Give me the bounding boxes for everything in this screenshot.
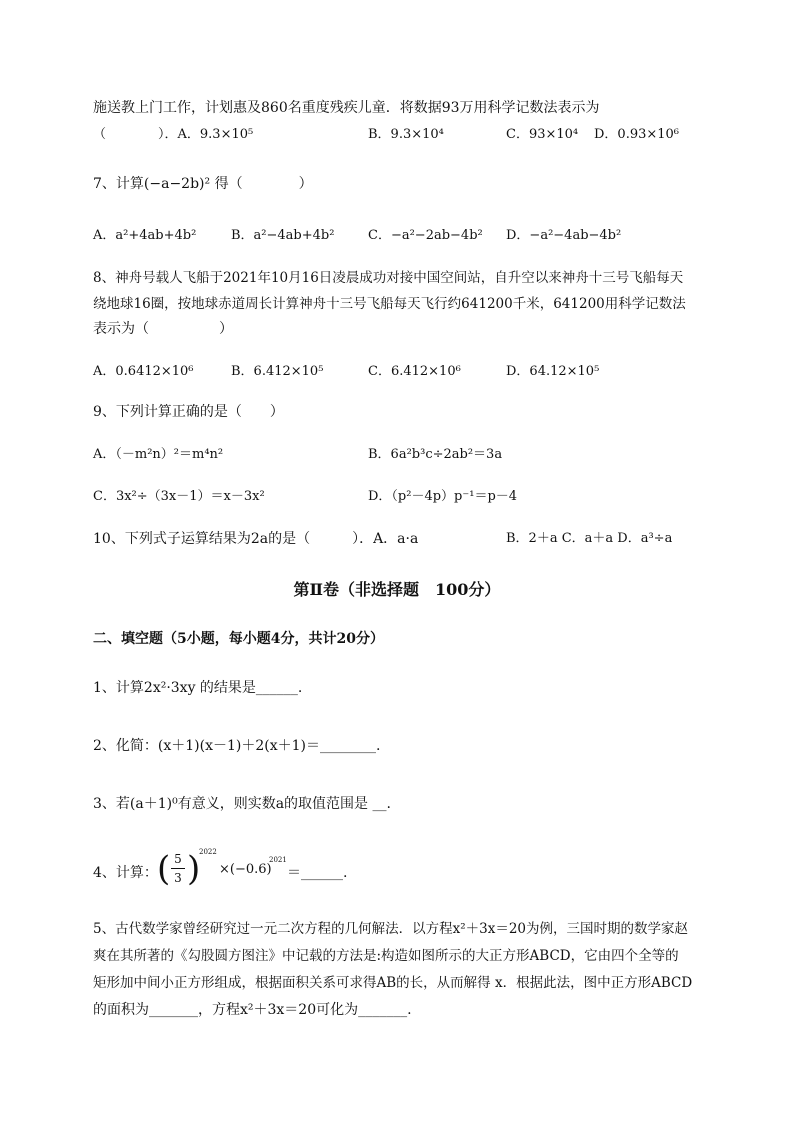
q6-option-d: D．0.93×10⁶: [594, 127, 680, 142]
q9-option-d: D．（p²－4p）p⁻¹＝p－4: [368, 489, 518, 504]
fill-question-1: 1、计算2x²·3xy 的结果是______.: [93, 680, 303, 696]
q8-line1: 8、神舟号载人飞船于2021年10月16日凌晨成功对接中国空间站，自升空以来神舟十三号飞船每天: [93, 270, 684, 286]
fill-q4-prefix: 4、计算：: [93, 865, 158, 881]
fill-question-5-line2: 爽在其所著的《勾股圆方图注》中记载的方法是:构造如图所示的大正方形ABCD，它由四个全等的: [93, 948, 679, 964]
q6-stem-tail-option-a: （ ）．A．9.3×10⁵: [93, 127, 254, 142]
q8-option-c: C．6.412×10⁶: [368, 364, 461, 379]
fill-q4-left-paren: (: [157, 849, 171, 889]
q7-option-d: D．−a²−4ab−4b²: [506, 228, 622, 243]
fill-q4-middle: ×(−0.6): [219, 862, 272, 877]
fill-q4-right-paren: ): [187, 849, 201, 889]
q9-option-b: B．6a²b³c÷2ab²＝3a: [368, 447, 503, 462]
q8-option-b: B．6.412×10⁵: [231, 364, 324, 379]
q6-option-b: B．9.3×10⁴: [368, 127, 444, 142]
q7-option-a: A．a²+4ab+4b²: [93, 228, 197, 243]
q9-option-a: A．（－m²n）²＝m⁴n²: [93, 447, 224, 462]
fill-q4-fraction: [171, 851, 185, 886]
q9-option-c: C．3x²÷（3x－1）＝x－3x²: [93, 489, 265, 504]
fill-q4-exponent-1: 2022: [199, 848, 217, 856]
part2-title: 第Ⅱ卷（非选择题 100分）: [293, 580, 501, 599]
q6-line1: 施送教上门工作，计划惠及860名重度残疾儿童．将数据93万用科学记数法表示为: [93, 100, 600, 116]
fill-q4-numerator: 5: [174, 852, 182, 866]
fill-question-5-line3: 矩形加中间小正方形组成，根据面积关系可求得AB的长，从而解得 x．根据此法，图中正方形ABCD: [93, 975, 693, 991]
fraction-bar: [171, 868, 185, 869]
q8-option-d: D．64.12×10⁵: [506, 364, 600, 379]
q7-stem: 7、计算(−a−2b)² 得（ ）: [93, 176, 313, 192]
fill-q4-exponent-2: 2021: [269, 856, 287, 864]
fill-question-5-line1: 5、古代数学家曾经研究过一元二次方程的几何解法．以方程x²＋3x＝20为例，三国时期的数学家赵: [93, 921, 688, 937]
q7-option-b: B．a²−4ab+4b²: [231, 228, 335, 243]
q8-line3: 表示为（ ）: [93, 321, 233, 337]
q8-option-a: A．0.6412×10⁶: [93, 364, 194, 379]
fill-question-2: 2、化简：(x＋1)(x－1)＋2(x＋1)＝________.: [93, 738, 381, 754]
fill-q4-suffix: ＝______.: [287, 865, 348, 881]
q9-stem: 9、下列计算正确的是（ ）: [93, 404, 284, 420]
fill-q4-denominator: 3: [174, 871, 182, 885]
section-fill-in-blank-heading: 二、填空题（5小题，每小题4分，共计20分）: [93, 631, 384, 647]
q7-option-c: C．−a²−2ab−4b²: [368, 228, 483, 243]
q8-line2: 绕地球16圈，按地球赤道周长计算神舟十三号飞船每天飞行约641200千米，641200用科学记数法: [93, 296, 686, 312]
q10-stem: 10、下列式子运算结果为2a的是（ ）．A．a·a: [93, 531, 419, 547]
q10-options-bcd: B．2＋a C．a＋a D．a³÷a: [506, 531, 673, 546]
fill-question-3: 3、若(a＋1)⁰有意义，则实数a的取值范围是 __.: [93, 796, 391, 812]
fill-question-5-line4: 的面积为_______，方程x²＋3x＝20可化为_______.: [93, 1002, 412, 1018]
q6-option-c: C．93×10⁴: [506, 127, 579, 142]
